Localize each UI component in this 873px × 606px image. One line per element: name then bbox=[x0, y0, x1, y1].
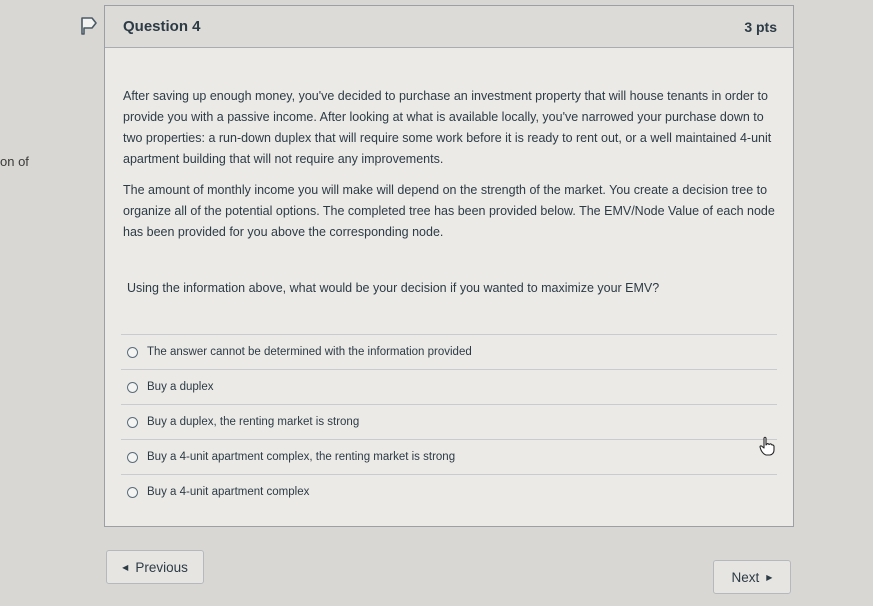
answer-label: Buy a 4-unit apartment complex, the renting market is strong bbox=[147, 451, 456, 463]
triangle-left-icon: ◀ bbox=[122, 562, 129, 572]
answer-option[interactable] bbox=[121, 404, 777, 439]
question-paragraph: The amount of monthly income you will make will depend on the strength of the market. You create a decision tree to organize all of the potential options. The completed tree has been provided below. The EMV/Node Value of each node has been provided for you above the corresponding node. bbox=[123, 183, 775, 239]
next-label: Next bbox=[731, 569, 760, 585]
radio-button[interactable] bbox=[127, 347, 138, 358]
answer-label: Buy a duplex bbox=[147, 381, 214, 393]
answer-list bbox=[121, 334, 777, 509]
answer-option[interactable] bbox=[121, 369, 777, 404]
answer-option[interactable] bbox=[121, 474, 777, 509]
triangle-right-icon: ▶ bbox=[766, 572, 773, 582]
question-body bbox=[123, 86, 775, 295]
flag-icon[interactable] bbox=[79, 16, 99, 36]
radio-button[interactable] bbox=[127, 382, 138, 393]
previous-label: Previous bbox=[135, 559, 188, 575]
left-panel-text-fragment: on of bbox=[0, 154, 29, 169]
radio-button[interactable] bbox=[127, 452, 138, 463]
radio-button[interactable] bbox=[127, 487, 138, 498]
question-title: Question 4 bbox=[123, 18, 201, 35]
previous-button[interactable] bbox=[106, 550, 204, 584]
answer-option[interactable] bbox=[121, 334, 777, 369]
answer-label: The answer cannot be determined with the information provided bbox=[147, 346, 472, 358]
question-prompt: Using the information above, what would be your decision if you wanted to maximize your EMV? bbox=[127, 281, 660, 295]
answer-label: Buy a 4-unit apartment complex bbox=[147, 486, 310, 498]
question-points: 3 pts bbox=[744, 18, 777, 35]
answer-label: Buy a duplex, the renting market is strong bbox=[147, 416, 360, 428]
question-header bbox=[105, 6, 793, 48]
question-card bbox=[104, 5, 794, 527]
next-button[interactable] bbox=[713, 560, 791, 594]
hand-pointer-icon bbox=[758, 436, 776, 456]
question-paragraph: After saving up enough money, you've decided to purchase an investment property that will house tenants in order to provide you with a passive income. After looking at what is available locally, you've narrowed your purchase down to two properties: a run-down duplex that will require some work before it is ready to rent out, or a well maintained 4-unit apartment building that will not require any improvements. bbox=[123, 89, 772, 166]
radio-button[interactable] bbox=[127, 417, 138, 428]
answer-option[interactable] bbox=[121, 439, 777, 474]
